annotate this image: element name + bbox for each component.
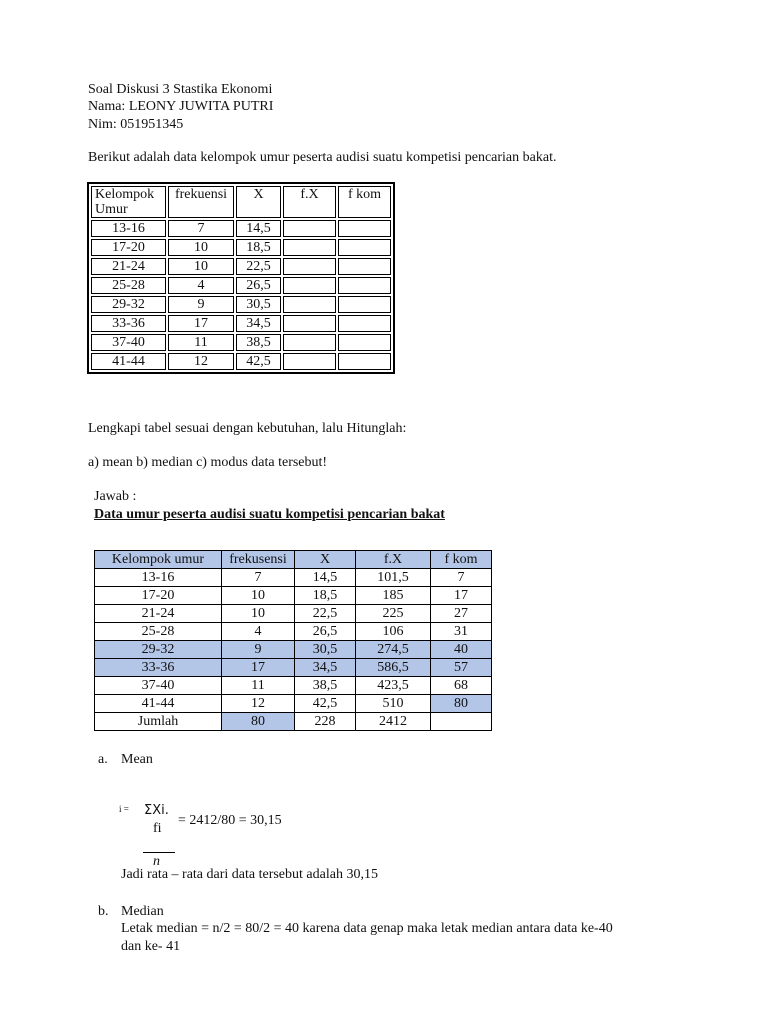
table-row (95, 605, 492, 623)
table-row (91, 258, 391, 275)
table-cell: 29-32 (95, 641, 222, 659)
mean-formula-result: = 2412/80 = 30,15 (178, 813, 282, 828)
table-cell: 37-40 (91, 334, 166, 351)
table-cell (283, 277, 336, 294)
answer-label: Jawab : (94, 489, 137, 504)
table-cell (283, 353, 336, 370)
table-row (91, 296, 391, 313)
table-cell (283, 239, 336, 256)
table-cell: 41-44 (91, 353, 166, 370)
mean-formula-numerator: ΣXi. (144, 803, 169, 818)
median-text-line1: Letak median = n/2 = 80/2 = 40 karena data genap maka letak median antara data ke-40 (121, 921, 613, 936)
table-cell: 80 (431, 695, 492, 713)
table-row (91, 277, 391, 294)
table-cell: 274,5 (356, 641, 431, 659)
table-cell: 21-24 (95, 605, 222, 623)
table-cell: 25-28 (91, 277, 166, 294)
table-cell: 10 (222, 605, 295, 623)
table-cell: 17-20 (91, 239, 166, 256)
table-row (91, 334, 391, 351)
header-fkom: f kom (431, 551, 492, 569)
table-cell (338, 315, 391, 332)
table-cell: 228 (295, 713, 356, 731)
table-cell (338, 220, 391, 237)
table-cell: 185 (356, 587, 431, 605)
table-cell: 14,5 (236, 220, 281, 237)
header-x: X (236, 186, 281, 218)
table-cell: 30,5 (236, 296, 281, 313)
table-cell: 106 (356, 623, 431, 641)
table-cell: 21-24 (91, 258, 166, 275)
table-cell: 17-20 (95, 587, 222, 605)
table-cell: 57 (431, 659, 492, 677)
table-cell: 18,5 (295, 587, 356, 605)
table-cell: 7 (168, 220, 234, 237)
table-row (95, 623, 492, 641)
table-cell: 12 (168, 353, 234, 370)
table-cell: 42,5 (236, 353, 281, 370)
table-cell: 10 (222, 587, 295, 605)
table-cell: 25-28 (95, 623, 222, 641)
table-cell: 33-36 (95, 659, 222, 677)
mean-formula-denominator: n (153, 854, 160, 869)
table-cell: 33-36 (91, 315, 166, 332)
table-cell: 68 (431, 677, 492, 695)
table-row (91, 239, 391, 256)
table-cell: 510 (356, 695, 431, 713)
table-cell: 22,5 (295, 605, 356, 623)
table-cell: 10 (168, 239, 234, 256)
table-cell (283, 220, 336, 237)
table-cell: 9 (168, 296, 234, 313)
table-row (95, 587, 492, 605)
table-cell: 17 (222, 659, 295, 677)
table-row (95, 713, 492, 731)
table-cell: Jumlah (95, 713, 222, 731)
answer-table-title: Data umur peserta audisi suatu kompetisi pencarian bakat (94, 507, 445, 522)
median-heading: Median (121, 904, 164, 919)
header-fx: f.X (283, 186, 336, 218)
table-cell: 14,5 (295, 569, 356, 587)
header-kelompok-umur: Kelompok umur (95, 551, 222, 569)
table-cell (338, 239, 391, 256)
table-cell (338, 353, 391, 370)
table-cell: 11 (222, 677, 295, 695)
table-cell: 34,5 (295, 659, 356, 677)
table-cell: 4 (168, 277, 234, 294)
table-cell: 42,5 (295, 695, 356, 713)
mean-formula-prefix: i = (119, 804, 129, 814)
answer-table (94, 550, 492, 731)
table-cell: 18,5 (236, 239, 281, 256)
answer-table-header (95, 551, 492, 569)
table-cell: 41-44 (95, 695, 222, 713)
table-cell: 30,5 (295, 641, 356, 659)
table-cell: 2412 (356, 713, 431, 731)
table-row (95, 659, 492, 677)
student-nim: Nim: 051951345 (88, 117, 184, 132)
table-cell: 13-16 (95, 569, 222, 587)
header-x: X (295, 551, 356, 569)
table-cell: 17 (168, 315, 234, 332)
intro-text: Berikut adalah data kelompok umur peserta audisi suatu kompetisi pencarian bakat. (88, 150, 557, 165)
table-cell: 37-40 (95, 677, 222, 695)
doc-title: Soal Diskusi 3 Stastika Ekonomi (88, 82, 273, 97)
table-cell (431, 713, 492, 731)
table-cell: 26,5 (236, 277, 281, 294)
table-cell (338, 258, 391, 275)
instruction-text: Lengkapi tabel sesuai dengan kebutuhan, lalu Hitunglah: (88, 421, 407, 436)
table-row (95, 569, 492, 587)
table-cell: 586,5 (356, 659, 431, 677)
table-cell: 11 (168, 334, 234, 351)
table-row (95, 695, 492, 713)
header-frekuensi: frekuensi (168, 186, 234, 218)
header-frekusensi: frekusensi (222, 551, 295, 569)
table-cell: 7 (431, 569, 492, 587)
mean-heading: Mean (121, 752, 153, 767)
table-cell: 17 (431, 587, 492, 605)
mean-conclusion: Jadi rata – rata dari data tersebut adalah 30,15 (121, 867, 378, 882)
question-table (87, 182, 395, 374)
table-cell: 80 (222, 713, 295, 731)
table-cell: 12 (222, 695, 295, 713)
question-table-header (91, 186, 391, 218)
table-cell: 13-16 (91, 220, 166, 237)
table-row (91, 220, 391, 237)
table-row (95, 641, 492, 659)
table-cell: 31 (431, 623, 492, 641)
mean-formula-fi: fi (153, 821, 162, 836)
table-cell: 38,5 (236, 334, 281, 351)
header-fkom: f kom (338, 186, 391, 218)
table-cell (338, 334, 391, 351)
table-cell (283, 334, 336, 351)
tasks-text: a) mean b) median c) modus data tersebut! (88, 455, 328, 470)
table-row (91, 353, 391, 370)
table-row (91, 315, 391, 332)
table-cell: 9 (222, 641, 295, 659)
table-cell (283, 296, 336, 313)
table-cell: 27 (431, 605, 492, 623)
table-cell (338, 277, 391, 294)
table-cell: 4 (222, 623, 295, 641)
header-kelompok-umur: Kelompok Umur (91, 186, 166, 218)
table-cell: 38,5 (295, 677, 356, 695)
table-cell (283, 315, 336, 332)
header-fx: f.X (356, 551, 431, 569)
table-cell (338, 296, 391, 313)
table-row (95, 677, 492, 695)
table-cell: 34,5 (236, 315, 281, 332)
table-cell: 7 (222, 569, 295, 587)
mean-marker: a. (98, 752, 108, 767)
table-cell (283, 258, 336, 275)
table-cell: 10 (168, 258, 234, 275)
median-marker: b. (98, 904, 109, 919)
table-cell: 26,5 (295, 623, 356, 641)
table-cell: 423,5 (356, 677, 431, 695)
table-cell: 40 (431, 641, 492, 659)
table-cell: 22,5 (236, 258, 281, 275)
table-cell: 101,5 (356, 569, 431, 587)
student-name: Nama: LEONY JUWITA PUTRI (88, 99, 274, 114)
table-cell: 225 (356, 605, 431, 623)
median-text-line2: dan ke- 41 (121, 939, 181, 954)
table-cell: 29-32 (91, 296, 166, 313)
